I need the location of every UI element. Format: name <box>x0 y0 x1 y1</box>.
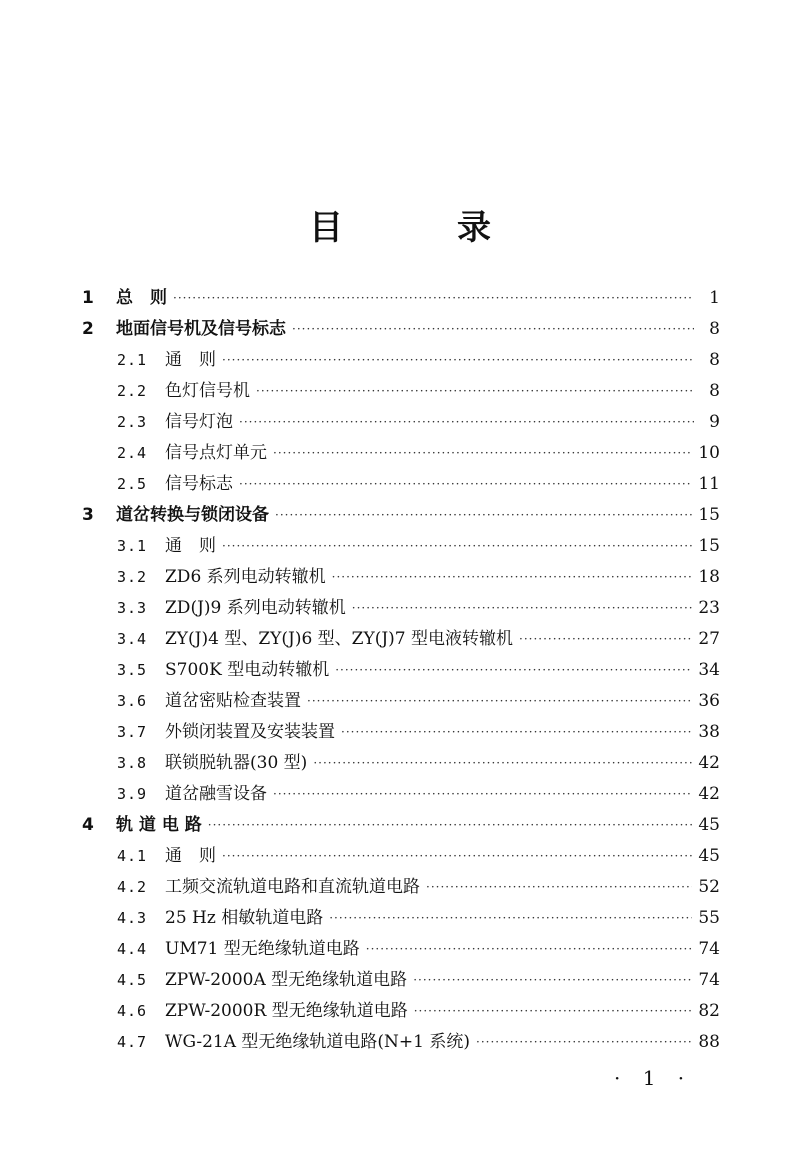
toc-section-entry[interactable] <box>117 469 720 500</box>
toc-entry-title: ZPW-2000A 型无绝缘轨道电路 <box>165 970 408 990</box>
toc-entry-page: 9 <box>709 412 720 432</box>
toc-entry-page: 23 <box>698 598 720 618</box>
toc-entry-number: 3.4 <box>117 630 148 648</box>
toc-chapter-entry[interactable] <box>82 810 720 841</box>
toc-section-entry[interactable] <box>117 686 720 717</box>
toc-entry-title: 信号灯泡 <box>165 412 233 432</box>
toc-entry-number: 3 <box>82 505 94 525</box>
toc-section-entry[interactable] <box>117 965 720 996</box>
toc-dot-leader <box>222 345 694 376</box>
toc-entry-number: 2.5 <box>117 475 148 493</box>
toc-entry-page: 55 <box>698 908 720 928</box>
toc-chapter-entry[interactable] <box>82 500 720 531</box>
toc-entry-title: 通 则 <box>165 536 216 556</box>
toc-dot-leader <box>332 562 693 593</box>
toc-entry-number: 3.8 <box>117 754 148 772</box>
toc-section-entry[interactable] <box>117 407 720 438</box>
toc-section-entry[interactable] <box>117 655 720 686</box>
toc-dot-leader <box>313 748 692 779</box>
toc-entry-title: 地面信号机及信号标志 <box>116 319 286 339</box>
toc-entry-number: 3.5 <box>117 661 148 679</box>
toc-entry-page: 74 <box>698 970 720 990</box>
toc-section-entry[interactable] <box>117 531 720 562</box>
toc-entry-title: WG-21A 型无绝缘轨道电路(N+1 系统) <box>165 1032 471 1052</box>
toc-dot-leader <box>352 593 693 624</box>
toc-entry-number: 4.3 <box>117 909 148 927</box>
toc-entry-title: S700K 型电动转辙机 <box>165 660 330 680</box>
toc-entry-title: 通 则 <box>165 846 216 866</box>
toc-entry-number: 4.5 <box>117 971 148 989</box>
toc-entry-page: 10 <box>698 443 720 463</box>
toc-entry-number: 3.3 <box>117 599 148 617</box>
toc-entry-number: 3.9 <box>117 785 148 803</box>
toc-entry-title: 外锁闭装置及安装装置 <box>165 722 335 742</box>
toc-section-entry[interactable] <box>117 934 720 965</box>
toc-entry-title: ZD6 系列电动转辙机 <box>165 567 326 587</box>
toc-entry-page: 36 <box>698 691 720 711</box>
toc-entry-number: 2.4 <box>117 444 148 462</box>
toc-entry-title: ZPW-2000R 型无绝缘轨道电路 <box>165 1001 408 1021</box>
toc-dot-leader <box>222 531 692 562</box>
toc-dot-leader <box>426 872 692 903</box>
toc-dot-leader <box>275 500 692 531</box>
toc-dot-leader <box>341 717 692 748</box>
toc-section-entry[interactable] <box>117 872 720 903</box>
toc-section-entry[interactable] <box>117 841 720 872</box>
toc-entry-number: 4.6 <box>117 1002 148 1020</box>
toc-dot-leader <box>273 438 692 469</box>
toc-section-entry[interactable] <box>117 345 720 376</box>
toc-dot-leader <box>307 686 692 717</box>
toc-entry-title: 色灯信号机 <box>165 381 250 401</box>
toc-entry-page: 8 <box>709 350 720 370</box>
toc-entry-title: 25 Hz 相敏轨道电路 <box>165 908 324 928</box>
toc-chapter-entry[interactable] <box>82 283 720 314</box>
toc-dot-leader <box>292 314 694 345</box>
toc-dot-leader <box>413 965 692 996</box>
toc-entry-title: 总 则 <box>116 288 167 308</box>
toc-entry-title: ZD(J)9 系列电动转辙机 <box>165 598 346 618</box>
toc-section-entry[interactable] <box>117 593 720 624</box>
toc-dot-leader <box>476 1027 692 1058</box>
toc-entry-number: 3.2 <box>117 568 148 586</box>
toc-dot-leader <box>414 996 693 1027</box>
toc-entry-page: 15 <box>698 505 720 525</box>
toc-section-entry[interactable] <box>117 438 720 469</box>
toc-entry-number: 4.1 <box>117 847 148 865</box>
toc-entry-number: 2 <box>82 319 94 339</box>
toc-chapter-entry[interactable] <box>82 314 720 345</box>
toc-entry-page: 18 <box>698 567 720 587</box>
toc-dot-leader <box>173 283 694 314</box>
toc-entry-page: 34 <box>698 660 720 680</box>
toc-dot-leader <box>519 624 692 655</box>
toc-entry-page: 45 <box>698 815 720 835</box>
toc-entry-page: 15 <box>698 536 720 556</box>
toc-entry-title: 道岔融雪设备 <box>165 784 267 804</box>
toc-entry-number: 2.2 <box>117 382 148 400</box>
toc-dot-leader <box>329 903 692 934</box>
toc-entry-number: 4 <box>82 815 94 835</box>
toc-section-entry[interactable] <box>117 376 720 407</box>
toc-entry-title: ZY(J)4 型、ZY(J)6 型、ZY(J)7 型电液转辙机 <box>165 629 514 649</box>
toc-entry-page: 1 <box>709 288 720 308</box>
toc-section-entry[interactable] <box>117 748 720 779</box>
toc-entry-page: 38 <box>698 722 720 742</box>
toc-dot-leader <box>222 841 692 872</box>
toc-dot-leader <box>239 407 694 438</box>
toc-entry-title: 信号点灯单元 <box>165 443 267 463</box>
toc-dot-leader <box>335 655 692 686</box>
toc-entry-number: 2.1 <box>117 351 148 369</box>
toc-entry-page: 74 <box>698 939 720 959</box>
toc-entry-page: 42 <box>698 784 720 804</box>
toc-entry-number: 4.4 <box>117 940 148 958</box>
toc-section-entry[interactable] <box>117 1027 720 1058</box>
toc-entry-number: 3.1 <box>117 537 148 555</box>
toc-entry-title: 信号标志 <box>165 474 233 494</box>
toc-entry-page: 42 <box>698 753 720 773</box>
toc-entry-page: 11 <box>698 474 720 494</box>
toc-entry-title: 联锁脱轨器(30 型) <box>165 753 308 773</box>
toc-entry-title: 道岔转换与锁闭设备 <box>116 505 269 525</box>
toc-section-entry[interactable] <box>117 562 720 593</box>
toc-section-entry[interactable] <box>117 624 720 655</box>
toc-entry-page: 45 <box>698 846 720 866</box>
toc-entry-title: 轨 道 电 路 <box>116 815 202 835</box>
toc-entry-page: 52 <box>698 877 720 897</box>
toc-entry-page: 8 <box>709 319 720 339</box>
page-title: 目 录 <box>309 208 531 248</box>
toc-entry-page: 8 <box>709 381 720 401</box>
toc-dot-leader <box>366 934 693 965</box>
toc-dot-leader <box>273 779 692 810</box>
toc-dot-leader <box>256 376 694 407</box>
toc-entry-title: 工频交流轨道电路和直流轨道电路 <box>165 877 420 897</box>
toc-entry-number: 3.7 <box>117 723 148 741</box>
toc-entry-title: 通 则 <box>165 350 216 370</box>
toc-entry-title: UM71 型无绝缘轨道电路 <box>165 939 360 959</box>
toc-section-entry[interactable] <box>117 779 720 810</box>
toc-section-entry[interactable] <box>117 903 720 934</box>
toc-dot-leader <box>239 469 692 500</box>
page-number-footer: · 1 · <box>614 1066 693 1090</box>
toc-entry-page: 88 <box>698 1032 720 1052</box>
toc-section-entry[interactable] <box>117 717 720 748</box>
toc-entry-page: 82 <box>698 1001 720 1021</box>
toc-entry-number: 4.2 <box>117 878 148 896</box>
toc-dot-leader <box>208 810 693 841</box>
toc-entry-number: 3.6 <box>117 692 148 710</box>
toc-entry-page: 27 <box>698 629 720 649</box>
toc-entry-number: 1 <box>82 288 94 308</box>
toc-section-entry[interactable] <box>117 996 720 1027</box>
toc-entry-title: 道岔密贴检查装置 <box>165 691 301 711</box>
toc-entry-number: 2.3 <box>117 413 148 431</box>
toc-entry-number: 4.7 <box>117 1033 148 1051</box>
